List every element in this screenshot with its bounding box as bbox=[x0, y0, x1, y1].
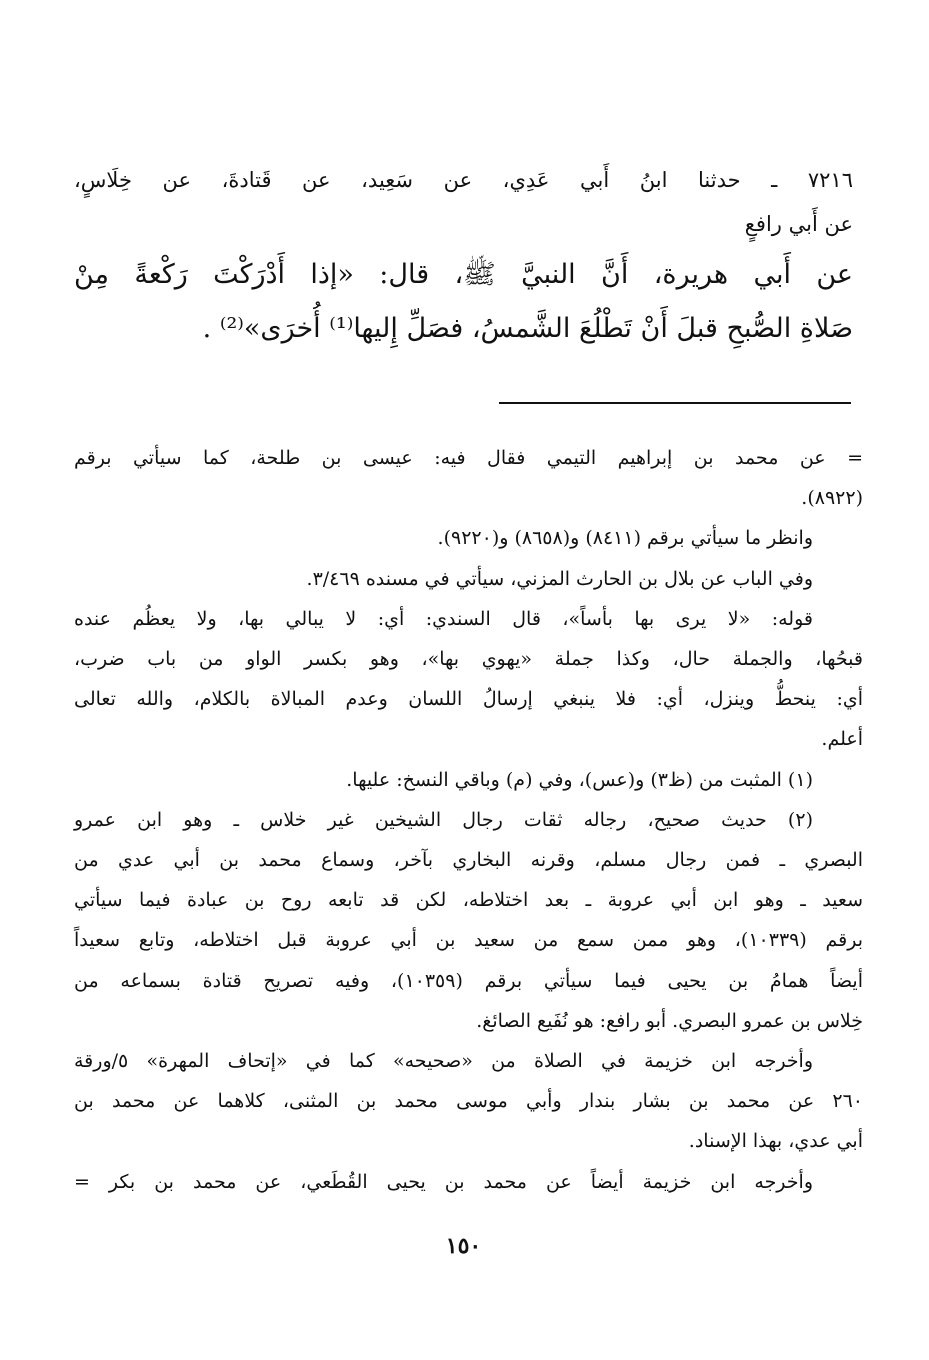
footnote-line: قوله: «لا يرى بها بأساً»، قال السندي: أي: لا يبالي بها، ولا يعظُم عنده bbox=[74, 607, 813, 630]
footnotes bbox=[74, 438, 863, 1202]
footnote-line: البصري ـ فمن رجال مسلم، وقرنه البخاري بآخر، وسماع محمد بن أبي عدي من bbox=[74, 849, 863, 872]
footnote-line: وفي الباب عن بلال بن الحارث المزني، سيأتي في مسنده ٣/٤٦٩. bbox=[306, 567, 813, 590]
footnote-line: أبي عدي، بهذا الإسناد. bbox=[688, 1130, 863, 1153]
footnote-line: وأخرجه ابن خزيمة في الصلاة من «صحيحه» كما في «إتحاف المهرة» ٥/ورقة bbox=[74, 1050, 813, 1073]
matn-line: صَلاةِ الصُّبحِ قبلَ أَنْ تَطْلُعَ الشَّمسُ، فصَلِّ إِليها⁽¹⁾ أُخرَى»⁽²⁾ . bbox=[202, 313, 853, 344]
footnote-line: برقم (١٠٣٣٩)، وهو ممن سمع من سعيد بن أبي عروبة قبل اختلاطه، وتابع سعيداً bbox=[74, 929, 864, 952]
footnote-line: (٨٩٢٢). bbox=[801, 487, 863, 510]
isnad-line: ٧٢١٦ ـ حدثنا ابنُ أَبي عَدِي، عن سَعِيد، عن قَتادةَ، عن خِلَاسٍ، bbox=[74, 168, 853, 192]
matn-line: عن أَبي هريرة، أَنَّ النبيَّ ﷺ، قال: «إذا أَدْرَكْتَ رَكْعةً مِنْ bbox=[74, 259, 853, 290]
footnote-line: قبحُها، والجملة حال، وكذا جملة «يهوي بها»، وهو بكسر الواو من باب ضرب، bbox=[74, 648, 863, 671]
footnote-line: أيضاً همامُ بن يحيى فيما سيأتي برقم (١٠٣٥٩)، وفيه تصريح قتادة بسماعه من bbox=[74, 969, 863, 992]
footnote-line: ٢٦٠ عن محمد بن بشار بندار وأبي موسى محمد بن المثنى، كلاهما عن محمد بن bbox=[74, 1090, 863, 1113]
footnote-line: (١) المثبت من (ظ٣) و(عس)، وفي (م) وباقي النسخ: عليها. bbox=[346, 768, 813, 791]
footnote-line: أي: ينحطُّ وينزل، أي: فلا ينبغي إرسالُ اللسان وعدم المبالاة بالكلام، والله تعالى bbox=[74, 688, 863, 711]
hadith-text bbox=[74, 158, 853, 354]
page bbox=[74, 0, 864, 1360]
footnote-line: أعلم. bbox=[821, 728, 863, 751]
footnote-line: سعيد ـ وهو ابن أبي عروبة ـ بعد اختلاطه، لكن قد تابعه روح بن عبادة فيما سيأتي bbox=[74, 889, 863, 912]
footnote-line: = عن محمد بن إبراهيم التيمي فقال فيه: عيسى بن طلحة، كما سيأتي برقم bbox=[74, 447, 863, 469]
footnote-line: خِلاس بن عمرو البصري. أبو رافع: هو نُفَيع الصائغ. bbox=[476, 1009, 863, 1032]
isnad-line: عن أَبي رافعٍ bbox=[744, 212, 853, 236]
footnote-line: وأخرجه ابن خزيمة أيضاً عن محمد بن يحيى القُطَعي، عن محمد بن بكر = bbox=[74, 1170, 813, 1193]
page-number: ١٥٠ bbox=[445, 1233, 482, 1259]
footnote-line: (٢) حديث صحيح، رجاله ثقات رجال الشيخين غير خلاس ـ وهو ابن عمرو bbox=[74, 808, 813, 831]
footnote-line: وانظر ما سيأتي برقم (٨٤١١) و(٨٦٥٨) و(٩٢٢٠). bbox=[437, 527, 813, 550]
footnote-separator bbox=[499, 402, 851, 404]
